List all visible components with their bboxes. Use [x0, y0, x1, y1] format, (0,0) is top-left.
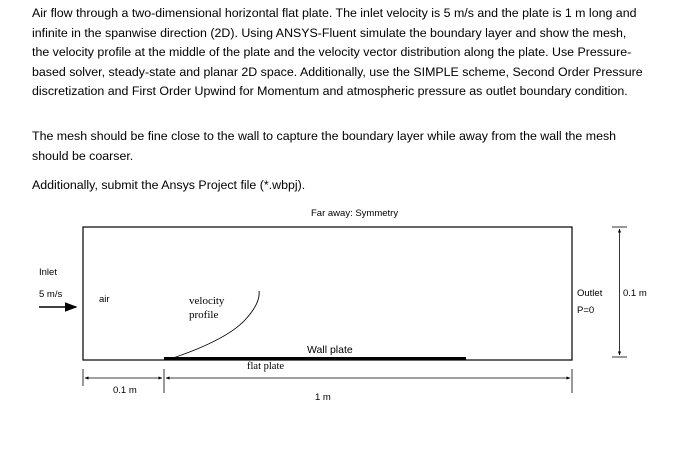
symmetry-label: Far away: Symmetry [311, 208, 399, 219]
plate-length-label: 1 m [315, 392, 331, 403]
flat-plate-label: flat plate [247, 361, 285, 372]
velocity-profile-label-line1: velocity [189, 295, 225, 307]
inlet-velocity-label: 5 m/s [39, 289, 63, 300]
mesh-requirement: The mesh should be fine close to the wall to capture the boundary layer while away from the wall the mesh should be coarser. [32, 129, 617, 163]
outlet-pressure-label: P=0 [577, 305, 595, 316]
velocity-profile-label-line2: profile [189, 309, 219, 321]
submission-requirement: Additionally, submit the Ansys Project file (*.wbpj). [32, 178, 306, 192]
wall-plate-label: Wall plate [307, 344, 353, 356]
problem-statement: Air flow through a two-dimensional horizontal flat plate. The inlet velocity is 5 m/s and the plate is 1 m long and infinite in the spanwise direction (2D). Using ANSYS-Fluent simulate the boundary layer and show the mesh, the velocity profile at the middle of the plate and the velocity vector distribution along the plate. Use Pressure-based solver, steady-state and planar 2D space. Additionally, use the SIMPLE scheme, Second Order Pressure discretization and First Order Upwind for Momentum and atmospheric pressure as outlet boundary condition. [32, 6, 643, 99]
outlet-label: Outlet [577, 288, 603, 299]
inlet-label: Inlet [39, 267, 57, 278]
air-label: air [99, 294, 110, 305]
upstream-length-label: 0.1 m [113, 385, 137, 396]
height-dimension-label: 0.1 m [623, 288, 647, 299]
domain-boundary [83, 227, 572, 360]
